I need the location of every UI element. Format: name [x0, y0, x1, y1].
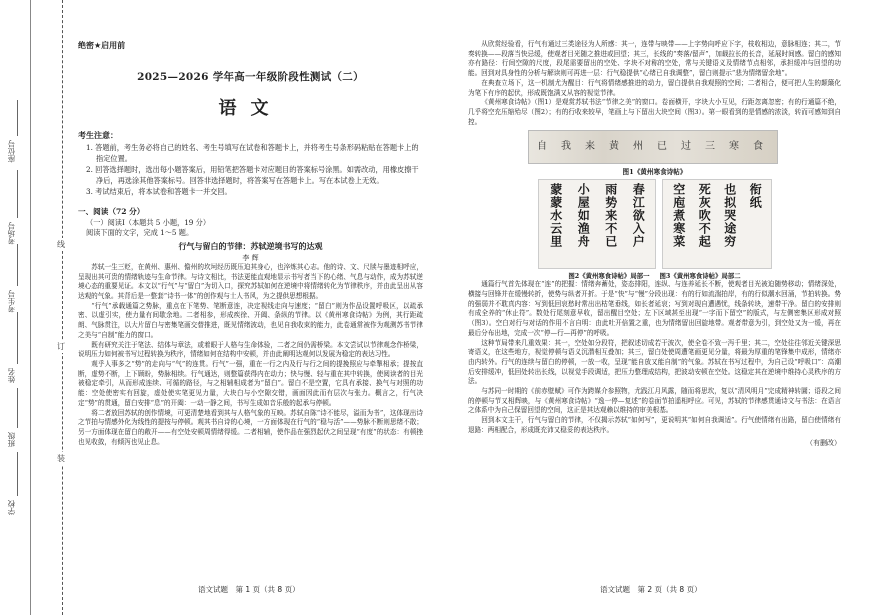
- calligraphy-char: 过: [681, 141, 691, 153]
- paragraph: 观乎人事多之“势”的走向与“气”的连贯。行气”一强，重在一行之内及行与行之间的提挽照应与牵掣相承；提按直断，虚势不断，上下顾盼，势脉相续。行气通达，则整篇获得内在动力；快与慢、轻与重在其中转换，使阅读者的目光被稳定牵引，从而形成连续、可循的路径，与之相辅相成者为“留白”。留白不是空置，它具有承接、换气与对照的功能：空处使密实有回旋，虚处使实笔更见力量，大块白与小空隙交错，画面因此而有层次与张力。概言之，行气决定“势”的贯通，留白安排“息”的开阖：一动一静之间，书写生成如音乐般的起承与停顿。: [78, 360, 423, 407]
- calligraphy-column: 春江欲入户: [631, 183, 646, 249]
- left-column: [78, 40, 423, 447]
- figure-3-calligraphy: [662, 179, 772, 269]
- calligraphy-char: 黄: [609, 141, 619, 153]
- field-candidate-number: 考生号: [7, 290, 16, 313]
- calligraphy-column: 雨势来不已: [603, 183, 618, 249]
- calligraphy-char: 三: [705, 141, 715, 153]
- source-note: （有删改）: [806, 438, 841, 447]
- calligraphy-char: 我: [561, 141, 571, 153]
- section-heading: 一、阅读（72 分）: [78, 206, 145, 216]
- calligraphy-char: 已: [657, 141, 667, 153]
- calligraphy-char: 自: [537, 141, 547, 153]
- paragraph: 这种节局带来几重效果：其一，空处如分段符，把叙述切成若干波次，使全卷不致一泻千里；其二，空处往往邻近关键深思寄语义，在这些地方，视觉停顿与语义沉潜相互叠加；其三，留白处使周遭笔画更见分量，将最为厚重的笔锋集中成形，情绪亦由内转外。行气的连续与留白的停顿，一放一收，呈现“能自放又能自制”的气象。苏轼在书写过程中，为自己设“呼吸口”：高潮后安排缓冲，低回处转出长线，以视觉手段调适，把压力整理成结构，把波动安顿在空处。这稳定其在逆境中维持心灵秩序的方法。: [468, 338, 841, 386]
- notice-list: [78, 143, 423, 198]
- notice-heading: 考生注意：: [78, 130, 118, 140]
- calligraphy-column: 也拟哭途穷: [722, 183, 737, 249]
- field-name: 姓名: [7, 368, 16, 383]
- fill-line-class: [17, 388, 18, 428]
- exam-title: 2025—2026 学年高一年级阶段性测试（二）: [137, 71, 364, 83]
- paragraph: 从欣赏经验看，行气有通过三类途径为人所感：其一，连带与映带——上字势向呼应下字，枝收相边，意脉相连；其二，节奏转换——段落当快忌缓，使观者目光随之推进或回望；其三，长线的“奏落/留声”，加载拉长的长音，延展时间感。留白的感知亦有路径：行间空隙的尺度，段尾需要留出的空处、字块不对称的空处，常与关键语义及情绪节点相邻，承担缓冲与回望的功能。回到对具身性的分析与解读则可再进一层：行气稳提供“心绪已自我调整”，留白则提示“悲为情绪留余地”。: [468, 40, 841, 78]
- fill-line-school: [17, 452, 18, 496]
- article-author: 李 辉: [242, 253, 259, 262]
- paragraph: 《黄州寒食诗帖》（图1）是观赏苏轼书法“节律之美”的窗口。卷面横开，字块大小互见，行距忽离忽密；有的行通篇不绝，几乎将空充压缩殆尽（图2）；有的行收来较早，笔画上与下留出大块空间（图3）。第一眼看到的是情感的浓淡，转而可感知到自控。: [468, 98, 841, 126]
- page-footer-left: 语文试题 第 1 页（共 8 页）: [198, 585, 300, 594]
- fill-line-seat: [17, 100, 18, 136]
- calligraphy-column: 死灰吹不起: [697, 183, 712, 249]
- calligraphy-char: 食: [753, 141, 763, 153]
- figure-1-caption: 图1《黄州寒食诗帖》: [622, 168, 687, 177]
- right-column: [468, 40, 841, 448]
- notice-item: 3. 考试结束后，将本试卷和答题卡一并交回。: [86, 187, 232, 197]
- paragraph: 苏轼一生三贬，在黄州、惠州、儋州的坎坷经历既压迫其身心，也淬炼其心志。他的诗、文、尺牍与墨迹相呼应，呈现出其可贵的情绪轨迹与生命节律。与诗文相比，书法更能直观地显示书写者当下的心绪、气息与动作，成为苏轼逆境心态的重要见证。本文以“行气”与“留白”为切入口，探究苏轼如何在逆境中将情绪转化为节律秩序，并由此呈出从容达观的气象。其背后是一整套“诗书一体”的创作观与士人书风，为之提供思想根据。: [78, 262, 423, 301]
- paragraph: 将二者放回苏轼的创作情境，可更清楚地看到其与人格气象的互映。苏轼自陈“诗不能尽，溢而为书”，这体现出诗之节拍与情感外化为线性的提按与停顿。观其书自诗的心境，一方面体现在行气的“稳与活”——势脉不断则思绪不散；另一方面体现在留白的敞开——有空处安顿周情绪得缓。二者相辅，使作品在强烈起伏之间呈现“有度”的状态：有顿挫也见收敛，有倾泻也见止息。: [78, 408, 423, 446]
- notice-item: 1. 答题前，考生务必将自己的姓名、考生号填写在试卷和答题卡上，并将考生号条形码粘贴在答题卡上的指定位置。: [86, 143, 419, 163]
- calligraphy-column: 蒙蒙水云里: [548, 183, 563, 249]
- figure-captions: [468, 271, 841, 280]
- notice-item: 2. 回答选择题时，选出每小题答案后，用铅笔把答题卡对应题目的答案标号涂黑。如需改动，用橡皮擦干净后，再选涂其他答案标号。回答非选择题时，将答案写在答题卡上。写在本试卷上无效。: [86, 165, 419, 185]
- cut-line: [62, 0, 63, 615]
- cut-char-xian: 线: [57, 240, 65, 249]
- paragraph: 既有研究关注于笔法、结体与章法，或着眼于人格与生命体验，二者之间仍需桥梁。本文尝试以节律观念作桥梁，说明压力如何被书写过程转换为秩序，情绪如何在结构中安顿，并由此阐明达观何以发展为稳定的表达习性。: [78, 340, 423, 359]
- binding-margin: [0, 0, 75, 615]
- figure-3-caption: 图3《黄州寒食诗帖》局部二: [659, 272, 741, 281]
- field-room-number: 考场号: [7, 222, 16, 245]
- secret-label: 绝密★启用前: [78, 41, 126, 50]
- subject-title: 语文: [218, 98, 283, 119]
- fill-line-room: [17, 170, 18, 218]
- calligraphy-char: 寒: [729, 141, 739, 153]
- paragraph: “行气”承载通篇之势脉，重点在下笔势、笔断意连，决定视线走向与速度；“留白”则为作品设置呼吸区，以疏承密、以虚引实，使力量有间歇余地。二者相参，形成疾徐、开阖、条纵的节律。以《黄州寒食诗帖》为例，其行距疏朗、气脉贯注，以大片留白与密集笔画交替推进，既见情绪波动，也见自我收束的能力，此卷通常被作为观测苏书节律之美与“自制”能力的窗口。: [78, 301, 423, 339]
- figure-1-calligraphy-scroll: [528, 130, 778, 164]
- calligraphy-column: 衔纸: [748, 183, 763, 210]
- field-school: 学校: [7, 500, 16, 515]
- field-seat-number: 座位号: [7, 140, 16, 163]
- figure-2-calligraphy: [538, 179, 656, 269]
- paragraph: 通篇行气首先体现在“连”的把握：情绪奔蓄处，姿态排阳，连纵、与连养延长不断，使观者目光被迫随势移动；情绪深处，横接与回锋并在缓慢转折，使势与纵者开折。于是“快”与“慢”分段出现：有的行如流湍拍岸，有的行似潮水回涌，节拍转换。势的强弱并不耽真内容：写到低回哀愁时常出出枯笔垂线，如长者延哀；写到对现自遭遇忧，线条转块，速带干净。留白的安排则有成全养的“休止符”。数处行尾刻意早收，留出醒目空处；左下区域甚至出现“一字而下留空”的版式，与左侧密集区形成对照（图3）。空白对行与对话的作用不言自明：由此吐开倍置之重，也为情绪留出回旋地带。观者带意为引，到空处又为一缓，再在最后分布出地，完成一次“停—行—再停”的呼吸。: [468, 280, 841, 337]
- cut-char-ding: 订: [57, 342, 65, 351]
- fill-line-candidate: [17, 244, 18, 286]
- figure-2-caption: 图2《黄州寒食诗帖》局部一: [568, 272, 650, 281]
- calligraphy-char: 州: [633, 141, 643, 153]
- figure-row: [468, 179, 841, 269]
- calligraphy-column: 空庖煮寒菜: [671, 183, 686, 249]
- article-title: 行气与留白的节律：苏轼逆境书写的达观: [178, 240, 323, 251]
- instruction: 阅读下面的文字，完成 1～5 题。: [86, 227, 194, 237]
- paragraph: 在典查立场下，这一机制尤为醒目：行气将情绪感推进的动力，留白提供自我观照的空间；二者相合，便可把人生的颠簸化为笔下有序的起伏，形成既饱满又从容的视觉节律。: [468, 78, 841, 97]
- calligraphy-column: 小屋如渔舟: [576, 183, 591, 249]
- page-footer-right: 语文试题 第 2 页（共 8 页）: [600, 585, 702, 594]
- field-class: 班级: [7, 432, 16, 447]
- paragraph: 回到本文主干，行气与留白的节律，不仅揭示苏轼“如何写”，更说明其“如何自我调适”。行气使情绪有出路，留白使情绪有退路：两相配合，形成既充沛又稳妥的表达秩序。: [468, 416, 841, 434]
- calligraphy-char: 来: [585, 141, 595, 153]
- fill-line-name: [17, 312, 18, 364]
- cut-char-zhuang: 装: [57, 454, 65, 463]
- subsection-heading: （一）阅读Ⅰ（本题共 5 小题，19 分）: [86, 217, 211, 227]
- margin-solid-line: [30, 0, 31, 615]
- paragraph: 与苏同一时期的《前赤壁赋》可作为跨媒介参照物，尤践江月风露，随而将思坎，复以“清风明月”完成精神转圜；语段之间的停顿与节又相辉映，与《黄州寒食诗帖》“逸一停—复述”的卷面节拍遥相呼应。可见，苏轼的节律感贯通诗文与书法：在语言之体系中为自己保留回望的空间，这正是其达观赖以维持的审美根基。: [468, 387, 841, 415]
